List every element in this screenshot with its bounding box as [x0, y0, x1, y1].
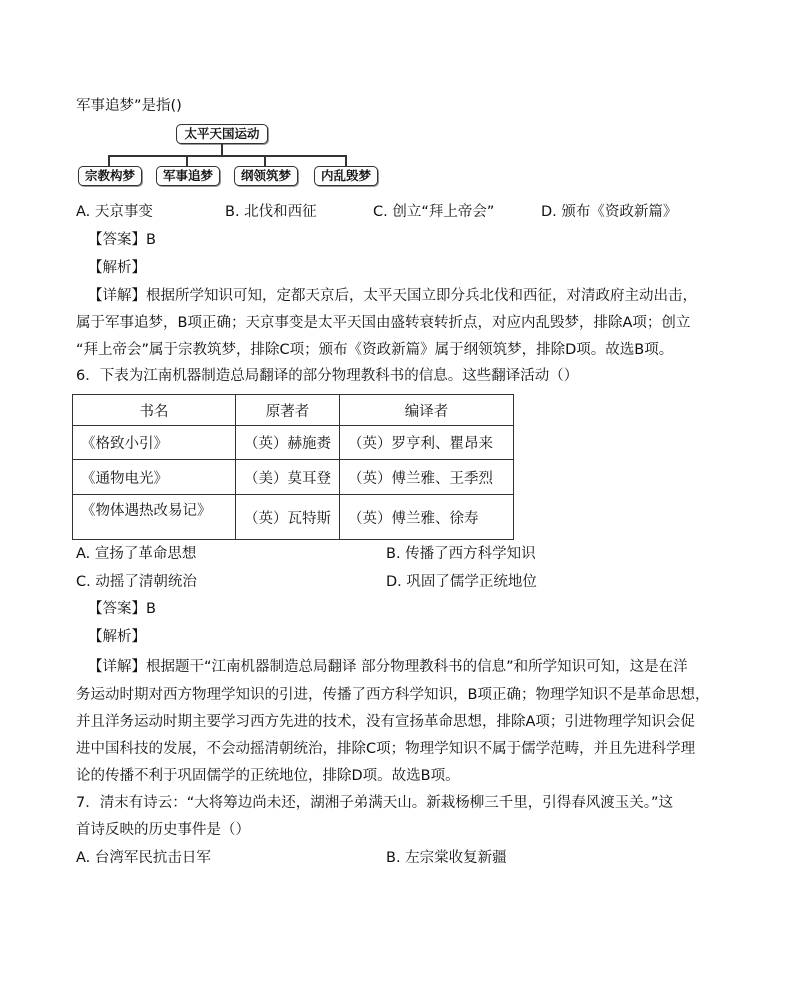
q5-detail-line-2: 属于军事追梦，B项正确；天京事变是太平天国由盛转衰转折点，对应内乱毁梦，排除A项；创立: [76, 315, 691, 331]
q6-detail-line-3: 并且洋务运动时期主要学习西方先进的技术，没有宣扬革命思想，排除A项；引进物理学知识会促: [76, 714, 695, 730]
q5-answer: 【答案】B: [88, 232, 156, 248]
table-row: [73, 460, 514, 495]
table-header-title: 书名: [73, 395, 236, 426]
table-cell: （英）傅兰雅、徐寿: [340, 495, 514, 540]
diagram-drop-3: [264, 155, 266, 166]
q7-option-b: B. 左宗棠收复新疆: [386, 850, 507, 866]
table-row: [73, 426, 514, 460]
table-header-translator: 编译者: [340, 395, 514, 426]
q5-option-d: D. 颁布《资政新篇》: [541, 204, 678, 220]
table-row: [73, 495, 514, 540]
diagram-child-3: 纲领筑梦: [234, 166, 298, 186]
q6-answer: 【答案】B: [88, 601, 156, 617]
table-cell: （英）赫施赉: [236, 426, 340, 460]
diagram-drop-4: [345, 155, 347, 166]
diagram-child-4: 内乱毁梦: [314, 166, 378, 186]
table-cell: （英）傅兰雅、王季烈: [340, 460, 514, 495]
table-cell: （美）莫耳登: [236, 460, 340, 495]
q6-stem: 6．下表为江南机器制造总局翻译的部分物理教科书的信息。这些翻译活动（）: [76, 368, 579, 384]
table-cell: （英）瓦特斯: [236, 495, 340, 540]
q5-option-c: C. 创立“拜上帝会”: [373, 204, 495, 220]
diagram-drop-1: [108, 155, 110, 166]
q5-option-a: A. 天京事变: [76, 204, 153, 220]
table-header-author: 原著者: [236, 395, 340, 426]
q6-option-b: B. 传播了西方科学知识: [386, 546, 536, 562]
q5-stem-tail: 军事追梦”是指(): [76, 98, 182, 114]
q6-detail-line-4: 进中国科技的发展，不会动摇清朝统治，排除C项；物理学知识不属于儒学范畴，并且先进科学理: [76, 741, 696, 757]
q6-detail-line-2: 务运动时期对西方物理学知识的引进，传播了西方科学知识，B项正确；物理学知识不是革命思想，: [76, 687, 710, 703]
diagram-drop-2: [186, 155, 188, 166]
q5-detail-line-3: “拜上帝会”属于宗教筑梦，排除C项；颁布《资政新篇》属于纲领筑梦，排除D项。故选B项。: [76, 342, 674, 358]
q7-option-a: A. 台湾军民抗击日军: [76, 850, 211, 866]
q6-option-a: A. 宣扬了革命思想: [76, 546, 197, 562]
q7-stem-line-2: 首诗反映的历史事件是（）: [76, 822, 250, 838]
q6-option-d: D. 巩固了儒学正统地位: [386, 574, 537, 590]
q5-analysis-label: 【解析】: [88, 260, 146, 276]
table-cell: 《格致小引》: [73, 426, 236, 460]
diagram-child-1: 宗教构梦: [78, 166, 142, 186]
q7-stem-line-1: 7．清末有诗云：“大将筹边尚未还，湖湘子弟满天山。新栽杨柳三千里，引得春风渡玉关。”这: [76, 795, 673, 811]
diagram-root: 太平天国运动: [176, 124, 268, 144]
diagram-bar-line: [108, 155, 346, 157]
q6-detail-line-1: 【详解】根据题干“江南机器制造总局翻译 部分物理教科书的信息”和所学知识可知，这是在洋: [88, 659, 688, 675]
diagram-child-2: 军事追梦: [156, 166, 220, 186]
q5-detail-line-1: 【详解】根据所学知识可知，定都天京后，太平天国立即分兵北伐和西征，对清政府主动出击，: [88, 288, 697, 304]
table-cell: 《物体遇热改易记》: [73, 495, 236, 540]
table-cell: （英）罗亨利、瞿昂来: [340, 426, 514, 460]
table-header-row: [73, 395, 514, 426]
q6-detail-line-5: 论的传播不利于巩固儒学的正统地位，排除D项。故选B项。: [76, 768, 460, 784]
diagram-stem-line: [221, 144, 223, 155]
q5-option-b: B. 北伐和西征: [225, 204, 317, 220]
q6-book-table: [72, 394, 514, 540]
table-cell: 《通物电光》: [73, 460, 236, 495]
q6-analysis-label: 【解析】: [88, 629, 146, 645]
q6-option-c: C. 动摇了清朝统治: [76, 574, 197, 590]
